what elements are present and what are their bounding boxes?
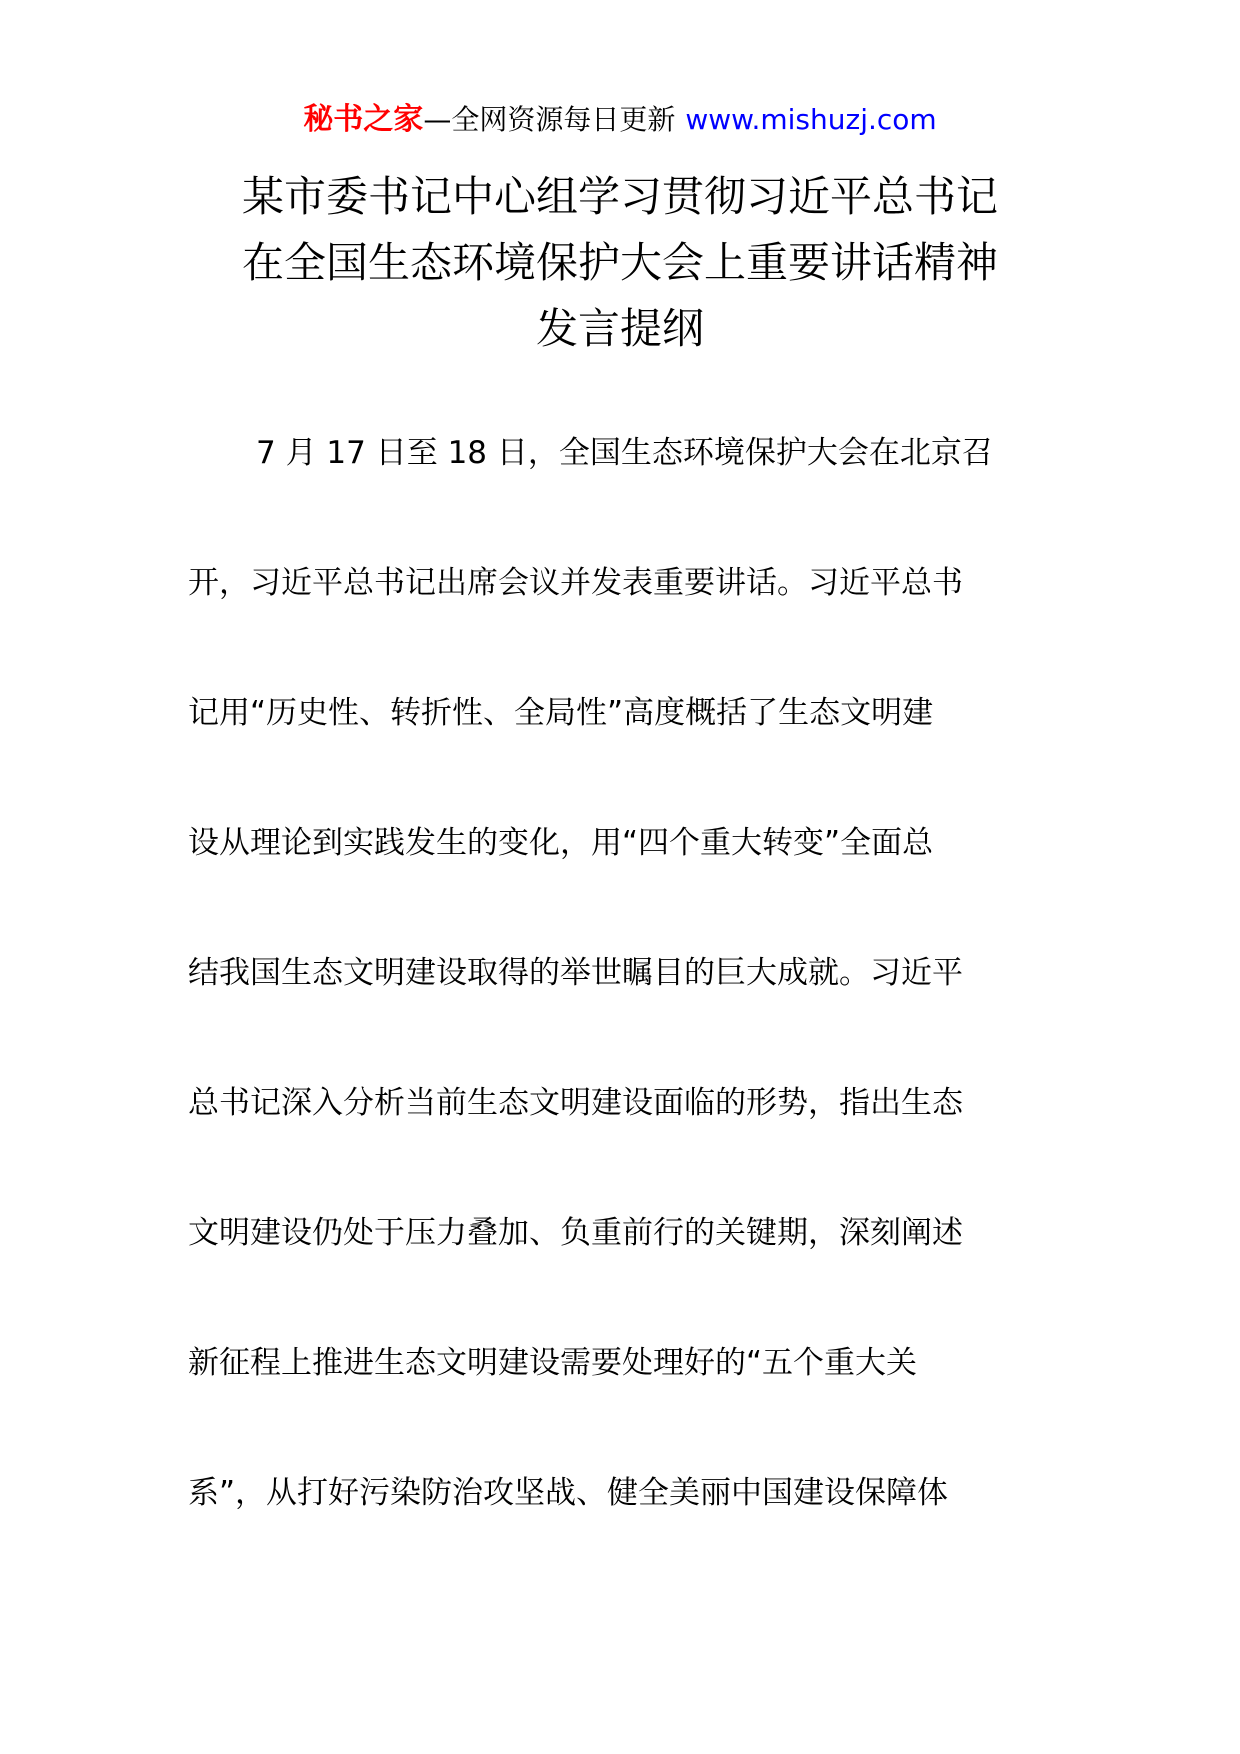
body-paragraph [188, 428, 1048, 1598]
title-line: 某市委书记中心组学习贯彻习近平总书记 [241, 172, 998, 221]
site-url-link[interactable]: www.mishuzj.com [685, 103, 937, 136]
title-line: 在全国生态环境保护大会上重要讲话精神 [241, 238, 998, 287]
paragraph-line: 文明建设仍处于压力叠加、负重前行的关键期，深刻阐述 [188, 1215, 963, 1251]
brand-name: 秘书之家 [303, 102, 424, 137]
paragraph-line: 系”，从打好污染防治攻坚战、健全美丽中国建设保障体 [188, 1475, 949, 1511]
paragraph-line: 开，习近平总书记出席会议并发表重要讲话。习近平总书 [188, 565, 963, 601]
title-line: 发言提纲 [535, 304, 704, 353]
paragraph-line: 总书记深入分析当前生态文明建设面临的形势，指出生态 [188, 1085, 963, 1121]
paragraph-line: 记用“历史性、转折性、全局性”高度概括了生态文明建 [188, 695, 934, 731]
paragraph-line: 新征程上推进生态文明建设需要处理好的“五个重大关 [188, 1345, 918, 1381]
paragraph-line: 结我国生态文明建设取得的举世瞩目的巨大成就。习近平 [188, 955, 963, 991]
site-header [0, 100, 1240, 140]
header-tagline: —全网资源每日更新 [423, 103, 676, 136]
document-title [190, 164, 1050, 362]
paragraph-line: 7 月 17 日至 18 日，全国生态环境保护大会在北京召 [256, 435, 993, 471]
paragraph-line: 设从理论到实践发生的变化，用“四个重大转变”全面总 [188, 825, 934, 861]
